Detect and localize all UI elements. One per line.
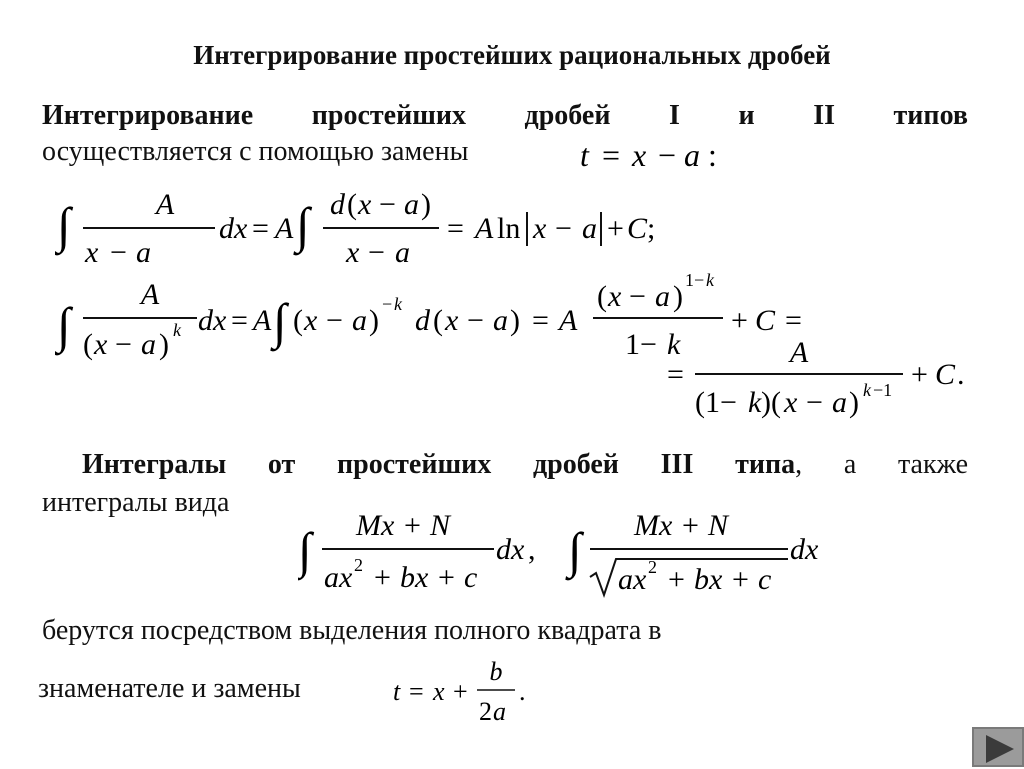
svg-text:a: a [136,236,151,269]
svg-text:dx: dx [496,533,525,566]
svg-text:A: A [275,212,294,245]
svg-text:x: x [608,280,622,313]
svg-text:=: = [447,212,464,245]
svg-text:bx: bx [400,561,429,594]
svg-text:ln: ln [497,212,521,245]
svg-text:a: a [832,386,847,419]
svg-text:1−: 1− [685,272,705,290]
svg-text:(1−: (1− [695,386,737,419]
svg-text:a: a [404,188,419,221]
svg-text:bx: bx [694,563,723,596]
svg-text:): ) [849,386,859,419]
svg-text:−: − [379,188,396,221]
svg-text:−: − [382,294,393,314]
next-slide-button[interactable] [972,727,1024,767]
svg-text:+: + [732,563,749,596]
svg-text:C: C [935,358,956,391]
svg-text:ax: ax [324,561,353,594]
svg-text:2: 2 [354,555,363,575]
svg-text:(: ( [347,188,357,221]
svg-text:A: A [475,212,494,245]
svg-text:c: c [464,561,478,594]
svg-text:−: − [806,386,823,419]
svg-text:+: + [668,563,685,596]
paragraph-type3-line1 [42,446,968,484]
svg-text:=: = [602,137,621,173]
svg-text:2: 2 [648,557,657,577]
svg-text:1−: 1− [625,328,657,361]
svg-text:(: ( [597,280,607,313]
svg-text:+: + [731,304,748,337]
svg-text:2: 2 [479,697,492,726]
svg-text:): ) [421,188,431,221]
svg-text:∫: ∫ [298,522,312,578]
svg-text:x: x [445,304,459,337]
svg-text:a: a [352,304,367,337]
svg-text:+: + [911,358,928,391]
svg-text:C: C [627,212,648,245]
svg-text:x: x [346,236,360,269]
svg-text:Mx: Mx [634,509,673,542]
svg-text:+: + [404,509,421,542]
svg-text::: : [708,137,717,173]
svg-text:): ) [510,304,520,337]
substitution-formula [580,136,730,176]
svg-text:dx: dx [219,212,248,245]
svg-text:(: ( [293,304,303,337]
paragraph-type3-line2: интегралы вида [42,487,230,518]
svg-text:=: = [409,677,424,706]
svg-text:N: N [430,509,451,542]
svg-text:dx: dx [790,533,819,566]
svg-text:d: d [330,188,345,221]
svg-text:t: t [580,137,589,173]
svg-text:a: a [493,304,508,337]
svg-text:): ) [369,304,379,337]
svg-text:d: d [415,304,430,337]
svg-text:): ) [673,280,683,313]
svg-text:c: c [758,563,772,596]
svg-text:dx: dx [198,304,227,337]
svg-text:;: ; [647,212,655,245]
integral-type1-formula [55,176,655,276]
slide-title: Интегрирование простейших рациональных дробей [193,40,831,70]
svg-text:=: = [231,304,248,337]
svg-text:−1: −1 [873,380,893,400]
svg-text:a: a [395,236,410,269]
svg-text:a: a [141,328,156,361]
svg-text:N: N [708,509,729,542]
svg-text:−: − [110,236,127,269]
svg-text:x: x [533,212,547,245]
svg-text:): ) [159,328,169,361]
svg-text:k: k [863,380,871,400]
svg-text:(: ( [83,328,93,361]
svg-text:,: , [528,533,536,566]
svg-text:x: x [784,386,798,419]
svg-text:+: + [438,561,455,594]
svg-text:A: A [155,188,175,221]
svg-text:)(: )( [761,386,781,419]
svg-text:k: k [394,294,402,314]
paragraph-text-line [42,134,968,170]
svg-text:x: x [94,328,108,361]
paragraph-text: осуществляется с помощью замены [42,136,469,167]
final-substitution-formula [393,658,543,738]
svg-text:x: x [304,304,318,337]
svg-text:k: k [748,386,762,419]
svg-text:x: x [433,677,445,706]
svg-text:∫: ∫ [57,297,71,353]
svg-text:a: a [582,212,597,245]
svg-text:k: k [173,320,181,340]
svg-text:.: . [957,358,965,391]
svg-text:.: . [519,677,526,706]
svg-text:−: − [467,304,484,337]
svg-text:=: = [785,304,802,337]
integral-type2-formula [55,272,975,432]
svg-text:∫: ∫ [296,197,310,253]
svg-text:t: t [393,677,401,706]
paragraph-type3-bold: Интегралы от простейших дробей III типа [82,449,796,480]
svg-text:A: A [789,336,809,369]
svg-text:+: + [374,561,391,594]
svg-text:a: a [684,137,700,173]
svg-text:+: + [607,212,624,245]
svg-text:x: x [358,188,372,221]
play-next-icon [974,729,1024,769]
svg-text:ax: ax [618,563,647,596]
svg-text:a: a [655,280,670,313]
paragraph-type3-text: , а также [795,449,968,480]
svg-text:∫: ∫ [568,522,582,578]
svg-text:−: − [629,280,646,313]
svg-text:k: k [667,328,681,361]
svg-text:(: ( [433,304,443,337]
svg-text:+: + [682,509,699,542]
svg-text:∫: ∫ [273,293,287,349]
svg-text:Mx: Mx [356,509,395,542]
integral-type3-formula [298,505,838,605]
svg-text:a: a [493,697,506,726]
svg-text:+: + [453,677,468,706]
paragraph-substitution: знаменателе и замены [38,673,301,704]
svg-text:−: − [115,328,132,361]
svg-text:−: − [368,236,385,269]
paragraph-bold-line: Интегрирование простейших дробей I и II типов [42,100,968,131]
paragraph-types-1-2 [42,98,968,170]
svg-text:−: − [326,304,343,337]
svg-text:=: = [667,358,684,391]
svg-text:=: = [532,304,549,337]
svg-text:b: b [489,658,503,686]
paragraph-complete-square: берутся посредством выделения полного квадрата в [42,615,662,646]
svg-text:k: k [706,272,714,290]
svg-text:−: − [555,212,572,245]
svg-text:=: = [252,212,269,245]
svg-text:x: x [85,236,99,269]
svg-text:A: A [140,278,160,311]
svg-text:∫: ∫ [57,197,71,253]
svg-text:−: − [658,137,677,173]
svg-text:A: A [253,304,272,337]
svg-text:C: C [755,304,776,337]
svg-text:x: x [632,137,647,173]
svg-text:A: A [559,304,578,337]
